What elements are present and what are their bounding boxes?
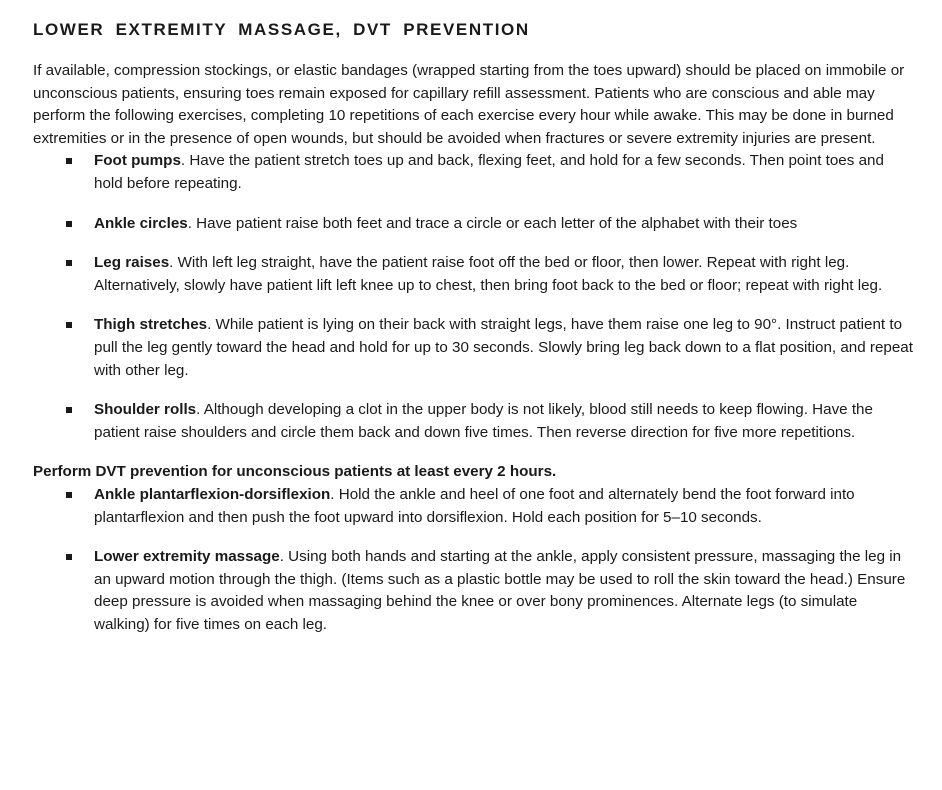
- exercise-description: . Have the patient stretch toes up and back, flexing feet, and hold for a few seconds. Then point toes and hold before repeating.: [94, 152, 884, 192]
- exercise-term: Thigh stretches: [94, 316, 208, 334]
- document-page: [33, 18, 913, 636]
- exercise-description: . While patient is lying on their back with straight legs, have them raise one leg to 90°. Instruct patient to pull the leg gently toward the head and hold for up to 30 seconds. Slowly bring leg back down to a flat position, and repeat with other leg.: [94, 316, 913, 379]
- list-item: [33, 314, 913, 382]
- unconscious-exercise-list: [33, 484, 913, 637]
- exercise-term: Foot pumps: [94, 152, 181, 170]
- exercise-description: . Using both hands and starting at the ankle, apply consistent pressure, massaging the leg in an upward motion through the thigh. (Items such as a plastic bottle may be used to roll the skin toward the head.) Ensure deep pressure is avoided when massaging behind the knee or over bony prominences. Alternate legs (to simulate walking) for five times on each leg.: [94, 548, 906, 633]
- bullet-square-icon: [66, 260, 72, 266]
- exercise-term: Shoulder rolls: [94, 401, 197, 419]
- list-item: [33, 399, 913, 444]
- bullet-square-icon: [66, 407, 72, 413]
- bullet-square-icon: [66, 158, 72, 164]
- exercise-term: Lower extremity massage: [94, 548, 280, 566]
- exercise-description: . With left leg straight, have the patient raise foot off the bed or floor, then lower. Repeat with right leg. Alternatively, slowly have patient lift left knee up to chest, then bring foot back to the bed or floor; repeat with right leg.: [94, 254, 883, 294]
- conscious-exercise-list: [33, 150, 913, 444]
- bullet-square-icon: [66, 322, 72, 328]
- unconscious-heading: Perform DVT prevention for unconscious patients at least every 2 hours.: [33, 463, 557, 481]
- bullet-square-icon: [66, 554, 72, 560]
- bullet-square-icon: [66, 492, 72, 498]
- exercise-term: Leg raises: [94, 254, 170, 272]
- list-item: [33, 213, 913, 236]
- exercise-term: Ankle circles: [94, 214, 188, 232]
- exercise-description: . Have patient raise both feet and trace a circle or each letter of the alphabet with their toes: [187, 214, 798, 232]
- exercise-description: . Although developing a clot in the upper body is not likely, blood still needs to keep flowing. Have the patient raise shoulders and circle them back and down five times. Then reverse direction for five more repetitions.: [94, 401, 873, 441]
- exercise-description: . Hold the ankle and heel of one foot and alternately bend the foot forward into plantarflexion and then push the foot upward into dorsiflexion. Hold each position for 5–10 seconds.: [94, 485, 855, 526]
- list-item: [33, 252, 913, 297]
- document-title: LOWER EXTREMITY MASSAGE, DVT PREVENTION: [33, 20, 530, 39]
- list-item: [33, 150, 913, 195]
- intro-paragraph: If available, compression stockings, or elastic bandages (wrapped starting from the toes upward) should be placed on immobile or unconscious patients, ensuring toes remain exposed for capillary refill assessment. Patients who are conscious and able may perform the following exercises, completing 10 repetitions of each exercise every hour while awake. This may be done in burned extremities or in the presence of open wounds, but should be avoided when fractures or severe extremity injuries are present.: [33, 62, 905, 147]
- bullet-square-icon: [66, 221, 72, 227]
- list-item: [33, 484, 913, 529]
- exercise-term: Ankle plantarflexion-dorsiflexion: [94, 485, 331, 503]
- list-item: [33, 546, 913, 636]
